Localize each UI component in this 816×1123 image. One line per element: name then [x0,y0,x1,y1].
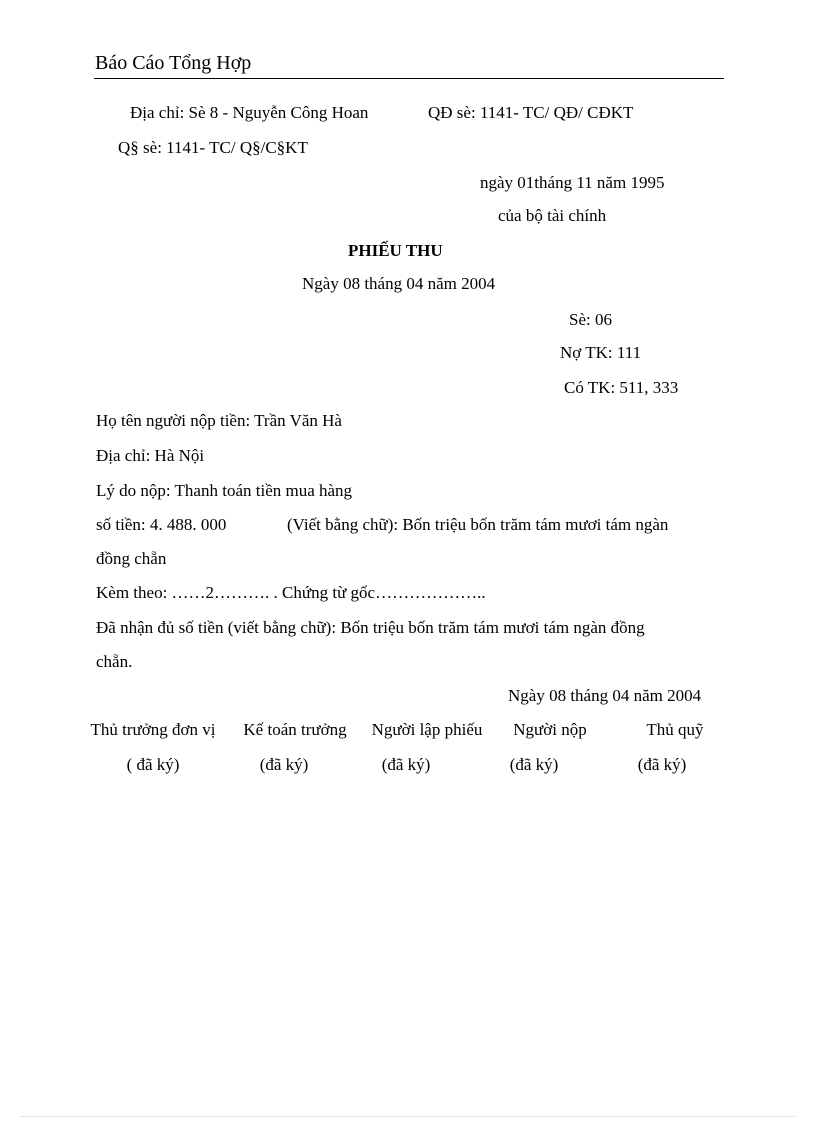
signature-status-cashier: (đã ký) [637,755,687,774]
signature-role-payer: Người nộp [513,720,587,739]
amount-figures: số tiền: 4. 488. 000 [96,515,227,534]
signature-role-cashier: Thủ quỹ [646,720,704,739]
header-divider [94,78,724,79]
decision-issuer: của bộ tài chính [498,206,607,225]
payer-address: Địa chỉ: Hà Nội [96,446,205,465]
signature-status-payer: (đã ký) [509,755,559,774]
receipt-number: Sè: 06 [569,310,612,329]
signature-role-preparer: Người lập phiếu [371,720,483,739]
attached-documents: Kèm theo: ……2………. . Chứng từ gốc……………….. [96,583,486,602]
receipt-date: Ngày 08 tháng 04 năm 2004 [302,274,496,293]
signature-status-chief-accountant: (đã ký) [259,755,309,774]
payment-reason: Lý do nộp: Thanh toán tiền mua hàng [96,481,353,500]
payer-name: Họ tên người nộp tiền: Trần Văn Hà [96,411,342,430]
signature-status-director: ( đã ký) [126,755,180,774]
decision-number-alt: Q§ sè: 1141- TC/ Q§/C§KT [118,138,308,157]
header-title: Báo Cáo Tổng Hợp [95,52,252,74]
signature-role-director: Thủ trưởng đơn vị [90,720,216,739]
org-address: Địa chỉ: Sè 8 - Nguyễn Công Hoan [130,103,369,122]
decision-number: QĐ sè: 1141- TC/ QĐ/ CĐKT [428,103,634,122]
signature-status-preparer: (đã ký) [381,755,431,774]
amount-words-continued: đồng chẵn [96,549,167,568]
credit-account: Có TK: 511, 333 [564,378,679,397]
received-amount-continued: chẵn. [96,652,133,671]
amount-words: (Viết bằng chữ): Bốn triệu bốn trăm tám mươi tám ngàn [287,515,669,534]
receipt-title: PHIẾU THU [348,241,443,260]
received-amount: Đã nhận đủ số tiền (viết bằng chữ): Bốn triệu bốn trăm tám mươi tám ngàn đồng [96,618,645,637]
signature-date: Ngày 08 tháng 04 năm 2004 [508,686,702,705]
signature-role-chief-accountant: Kế toán trưởng [243,720,347,739]
debit-account: Nợ TK: 111 [560,343,642,362]
page-bottom-border [20,1116,796,1117]
decision-date: ngày 01tháng 11 năm 1995 [480,173,665,192]
